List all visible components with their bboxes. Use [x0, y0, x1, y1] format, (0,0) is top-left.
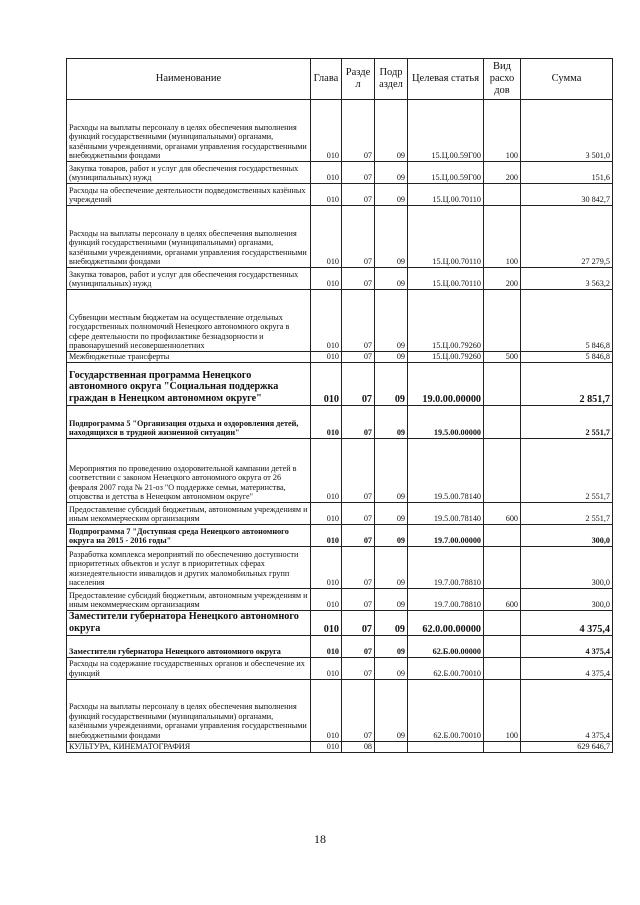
row-glava: 010 [311, 611, 342, 636]
row-podrazdel [375, 741, 408, 752]
row-name: Подпрограмма 7 "Доступная среда Ненецкого автономного округа на 2015 - 2016 годы" [67, 525, 311, 547]
row-target: 62.Б.00.70010 [408, 657, 484, 679]
table-row [67, 611, 613, 636]
row-razdel: 07 [342, 611, 375, 636]
row-podrazdel: 09 [375, 611, 408, 636]
row-glava: 010 [311, 100, 342, 162]
row-glava: 010 [311, 525, 342, 547]
row-vid: 600 [484, 589, 521, 611]
row-name: Расходы на выплаты персоналу в целях обеспечения выполнения функций государственными (муниципальными) органами, казёнными учреждениями, органами управления государственными внебюджетными фондами [67, 206, 311, 268]
row-glava: 010 [311, 290, 342, 352]
table-row [67, 741, 613, 752]
row-sum: 30 842,7 [521, 184, 613, 206]
row-sum: 5 846,8 [521, 290, 613, 352]
row-razdel: 07 [342, 100, 375, 162]
row-target: 15.Ц.00.79260 [408, 290, 484, 352]
row-name: Расходы на обеспечение деятельности подведомственных казённых учреждений [67, 184, 311, 206]
row-name: Разработка комплекса мероприятий по обеспечению доступности приоритетных объектов и услуг в приоритетных сферах жизнедеятельности инвалидов и других маломобильных групп населения [67, 547, 311, 589]
header-target: Целевая статья [408, 59, 484, 100]
row-target: 15.Ц.00.70110 [408, 206, 484, 268]
row-sum: 4 375,4 [521, 635, 613, 657]
row-glava: 010 [311, 352, 342, 363]
row-sum: 5 846,8 [521, 352, 613, 363]
row-target: 15.Ц.00.59Г00 [408, 100, 484, 162]
row-vid: 200 [484, 162, 521, 184]
row-sum: 300,0 [521, 525, 613, 547]
row-razdel: 07 [342, 162, 375, 184]
row-glava: 010 [311, 184, 342, 206]
table-row [67, 184, 613, 206]
header-razdel: Разде л [342, 59, 375, 100]
row-razdel: 07 [342, 525, 375, 547]
row-podrazdel: 09 [375, 547, 408, 589]
row-glava: 010 [311, 439, 342, 503]
row-razdel: 07 [342, 589, 375, 611]
row-target: 15.Ц.00.59Г00 [408, 162, 484, 184]
table-row [67, 100, 613, 162]
header-glava: Глава [311, 59, 342, 100]
row-target: 62.0.00.00000 [408, 611, 484, 636]
row-sum: 4 375,4 [521, 679, 613, 741]
row-glava: 010 [311, 741, 342, 752]
row-sum: 2 551,7 [521, 406, 613, 439]
row-glava: 010 [311, 679, 342, 741]
row-target: 19.5.00.78140 [408, 439, 484, 503]
row-glava: 010 [311, 503, 342, 525]
row-vid [484, 611, 521, 636]
header-podrazdel: Подр аздел [375, 59, 408, 100]
row-name: Подпрограмма 5 "Организация отдыха и оздоровления детей, находящихся в трудной жизненной ситуации" [67, 406, 311, 439]
table-row [67, 162, 613, 184]
row-name: Государственная программа Ненецкого автономного округа "Социальная поддержка граждан в Ненецком автономном округе" [67, 363, 311, 406]
row-glava: 010 [311, 268, 342, 290]
row-razdel: 07 [342, 635, 375, 657]
row-target: 19.7.00.78810 [408, 547, 484, 589]
row-glava: 010 [311, 635, 342, 657]
row-razdel: 07 [342, 206, 375, 268]
row-vid: 200 [484, 268, 521, 290]
row-podrazdel: 09 [375, 162, 408, 184]
row-glava: 010 [311, 162, 342, 184]
row-name: Предоставление субсидий бюджетным, автономным учреждениям и иным некоммерческим организациям [67, 589, 311, 611]
budget-table [66, 58, 613, 753]
header-sum: Сумма [521, 59, 613, 100]
row-vid [484, 406, 521, 439]
table-row [67, 290, 613, 352]
row-razdel: 07 [342, 363, 375, 406]
table-row [67, 352, 613, 363]
row-vid [484, 547, 521, 589]
row-podrazdel: 09 [375, 657, 408, 679]
row-target: 62.Б.00.70010 [408, 679, 484, 741]
row-razdel: 07 [342, 547, 375, 589]
row-target: 15.Ц.00.79260 [408, 352, 484, 363]
table-row [67, 406, 613, 439]
row-target: 15.Ц.00.70110 [408, 268, 484, 290]
row-target [408, 741, 484, 752]
header-name: Наименование [67, 59, 311, 100]
row-name: Расходы на выплаты персоналу в целях обеспечения выполнения функций государственными (муниципальными) органами, казёнными учреждениями, органами управления государственными внебюджетными фондами [67, 679, 311, 741]
row-name: Заместители губернатора Ненецкого автономного округа [67, 635, 311, 657]
row-podrazdel: 09 [375, 184, 408, 206]
row-name: Заместители губернатора Ненецкого автономного округа [67, 611, 311, 636]
row-target: 19.7.00.78810 [408, 589, 484, 611]
row-sum: 4 375,4 [521, 611, 613, 636]
row-podrazdel: 09 [375, 406, 408, 439]
row-glava: 010 [311, 547, 342, 589]
row-vid [484, 635, 521, 657]
row-sum: 2 551,7 [521, 439, 613, 503]
row-vid [484, 741, 521, 752]
row-podrazdel: 09 [375, 268, 408, 290]
row-glava: 010 [311, 589, 342, 611]
row-target: 19.7.00.00000 [408, 525, 484, 547]
row-razdel: 07 [342, 352, 375, 363]
row-target: 19.5.00.00000 [408, 406, 484, 439]
row-target: 62.Б.00.00000 [408, 635, 484, 657]
row-podrazdel: 09 [375, 525, 408, 547]
table-row [67, 439, 613, 503]
row-sum: 27 279,5 [521, 206, 613, 268]
row-glava: 010 [311, 206, 342, 268]
row-glava: 010 [311, 363, 342, 406]
row-name: Закупка товаров, работ и услуг для обеспечения государственных (муниципальных) нужд [67, 268, 311, 290]
row-glava: 010 [311, 657, 342, 679]
row-name: Расходы на выплаты персоналу в целях обеспечения выполнения функций государственными (муниципальными) органами, казёнными учреждениями, органами управления государственными внебюджетными фондами [67, 100, 311, 162]
row-razdel: 07 [342, 503, 375, 525]
row-name: Субвенции местным бюджетам на осуществление отдельных государственных полномочий Ненецкого автономного округа в сфере деятельности по профилактике безнадзорности и правонарушений несовершеннолетних [67, 290, 311, 352]
table-row [67, 679, 613, 741]
row-name: КУЛЬТУРА, КИНЕМАТОГРАФИЯ [67, 741, 311, 752]
row-sum: 151,6 [521, 162, 613, 184]
row-name: Предоставление субсидий бюджетным, автономным учреждениям и иным некоммерческим организациям [67, 503, 311, 525]
row-razdel: 07 [342, 184, 375, 206]
row-name: Расходы на содержание государственных органов и обеспечение их функций [67, 657, 311, 679]
row-sum: 300,0 [521, 547, 613, 589]
row-vid [484, 439, 521, 503]
table-row [67, 547, 613, 589]
page-number: 18 [314, 832, 326, 846]
header-vid: Вид расхо дов [484, 59, 521, 100]
row-target: 19.5.00.78140 [408, 503, 484, 525]
row-podrazdel: 09 [375, 206, 408, 268]
table-row [67, 635, 613, 657]
table-row [67, 206, 613, 268]
row-vid: 100 [484, 100, 521, 162]
row-vid: 100 [484, 206, 521, 268]
row-sum: 2 551,7 [521, 503, 613, 525]
table-row [67, 503, 613, 525]
row-sum: 629 646,7 [521, 741, 613, 752]
row-razdel: 07 [342, 657, 375, 679]
table-row [67, 268, 613, 290]
row-sum: 4 375,4 [521, 657, 613, 679]
row-sum: 2 851,7 [521, 363, 613, 406]
row-name: Мероприятия по проведению оздоровительной кампании детей в соответствии с законом Ненецкого автономного округа от 26 февраля 2007 года № 21-оз "О поддержке семьи, материнства, отцовства и детства в Ненецком автономном округе" [67, 439, 311, 503]
row-vid [484, 290, 521, 352]
row-razdel: 07 [342, 406, 375, 439]
row-vid [484, 525, 521, 547]
table-row [67, 589, 613, 611]
row-name: Закупка товаров, работ и услуг для обеспечения государственных (муниципальных) нужд [67, 162, 311, 184]
row-vid [484, 184, 521, 206]
table-row [67, 525, 613, 547]
row-vid [484, 657, 521, 679]
table-row [67, 657, 613, 679]
row-podrazdel: 09 [375, 290, 408, 352]
row-razdel: 07 [342, 439, 375, 503]
row-target: 19.0.00.00000 [408, 363, 484, 406]
row-podrazdel: 09 [375, 635, 408, 657]
row-razdel: 07 [342, 679, 375, 741]
row-podrazdel: 09 [375, 352, 408, 363]
row-podrazdel: 09 [375, 100, 408, 162]
table-header-row [67, 59, 613, 100]
row-vid: 100 [484, 679, 521, 741]
row-sum: 3 563,2 [521, 268, 613, 290]
row-vid: 500 [484, 352, 521, 363]
row-podrazdel: 09 [375, 679, 408, 741]
row-podrazdel: 09 [375, 363, 408, 406]
row-sum: 300,0 [521, 589, 613, 611]
row-target: 15.Ц.00.70110 [408, 184, 484, 206]
row-razdel: 07 [342, 268, 375, 290]
row-glava: 010 [311, 406, 342, 439]
table-row [67, 363, 613, 406]
row-name: Межбюджетные трансферты [67, 352, 311, 363]
row-vid [484, 363, 521, 406]
row-razdel: 07 [342, 290, 375, 352]
row-podrazdel: 09 [375, 439, 408, 503]
row-podrazdel: 09 [375, 503, 408, 525]
table-body [67, 100, 613, 753]
row-podrazdel: 09 [375, 589, 408, 611]
row-razdel: 08 [342, 741, 375, 752]
row-vid: 600 [484, 503, 521, 525]
row-sum: 3 501,0 [521, 100, 613, 162]
